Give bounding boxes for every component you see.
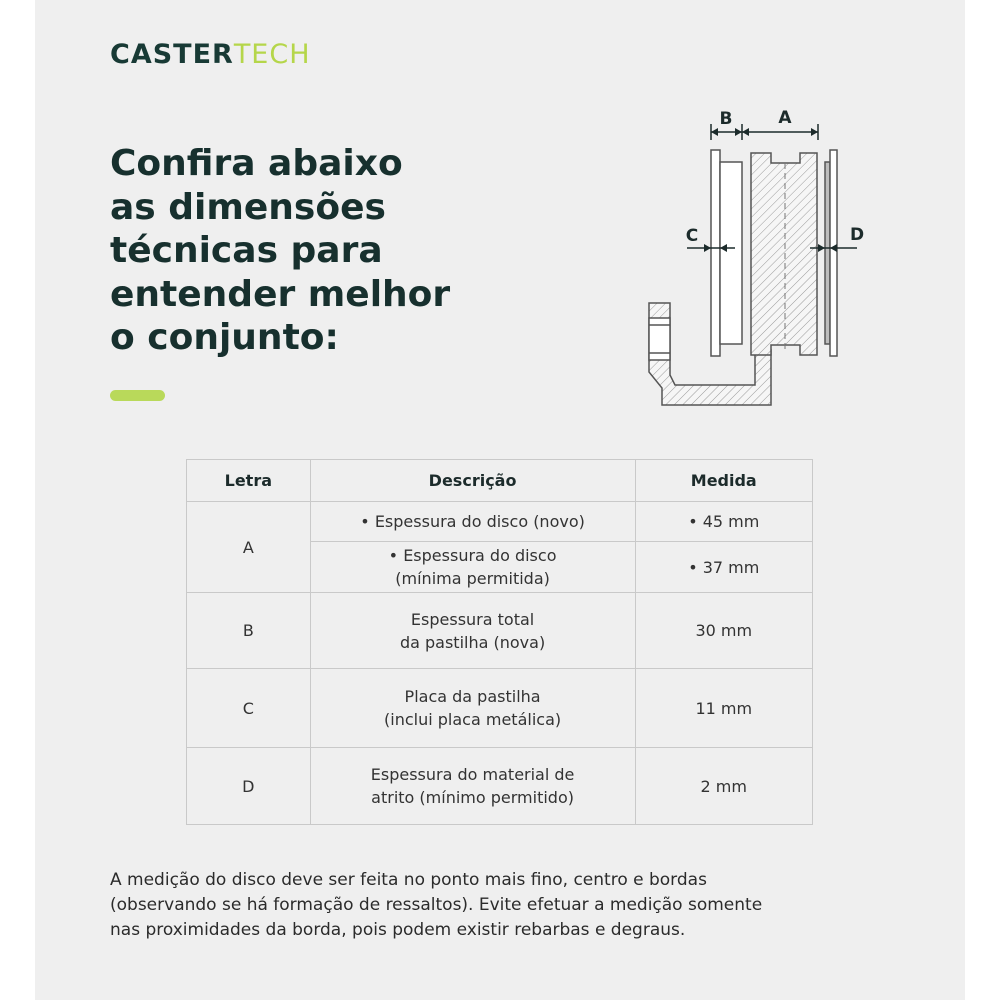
cell-letter: B <box>187 593 311 669</box>
header-measure: Medida <box>635 460 812 502</box>
measurement-note <box>110 868 890 943</box>
description-line: Espessura do material de <box>370 765 575 784</box>
table-row <box>187 593 813 669</box>
brake-disc <box>751 153 817 355</box>
description-line: da pastilha (nova) <box>399 632 546 652</box>
description-line: Placa da pastilha <box>404 687 541 706</box>
table-row <box>187 502 813 542</box>
note-line: nas proximidades da borda, pois podem existir rebarbas e degraus. <box>110 920 686 940</box>
title-line: as dimensões <box>110 186 386 228</box>
description-line: atrito (mínimo permitido) <box>371 788 574 807</box>
cell-description <box>310 593 635 669</box>
description-line: Espessura total <box>410 609 535 629</box>
description-line: • Espessura do disco <box>388 546 557 565</box>
cell-measure: 30 mm <box>635 593 812 669</box>
cell-description: • Espessura do disco (novo) <box>310 502 635 542</box>
brake-pad-right <box>825 150 837 356</box>
page-title <box>110 142 550 360</box>
cell-letter: D <box>187 748 311 825</box>
note-line: A medição do disco deve ser feita no ponto mais fino, centro e bordas <box>110 870 707 890</box>
title-line: Confira abaixo <box>110 143 403 184</box>
title-line: o conjunto: <box>110 317 339 358</box>
dimension-label-a: A <box>778 108 792 128</box>
cell-description <box>310 542 635 593</box>
header-letter: Letra <box>187 460 311 502</box>
description-line: (mínima permitida) <box>395 569 550 588</box>
cell-measure: • 37 mm <box>635 542 812 593</box>
content-card <box>35 0 965 1000</box>
title-line: técnicas para <box>110 230 383 271</box>
dimension-label-b: B <box>719 109 733 129</box>
cell-description <box>310 669 635 748</box>
brake-assembly-diagram <box>605 100 875 410</box>
specifications-table <box>186 459 813 825</box>
dimension-label-c: C <box>685 226 699 246</box>
cell-measure: • 45 mm <box>635 502 812 542</box>
dimension-label-d: D <box>849 225 865 245</box>
accent-bar <box>110 390 165 401</box>
cell-measure: 2 mm <box>635 748 812 825</box>
cell-measure: 11 mm <box>635 669 812 748</box>
brand-logo <box>110 38 311 72</box>
cell-letter: C <box>187 669 311 748</box>
cell-letter: A <box>187 502 311 593</box>
title-line: entender melhor <box>110 273 451 315</box>
note-line: (observando se há formação de ressaltos). Evite efetuar a medição somente <box>110 895 763 915</box>
description-line: (inclui placa metálica) <box>384 710 562 729</box>
brand-logo-part2: TECH <box>233 39 311 70</box>
table-row <box>187 669 813 748</box>
table-header-row <box>187 460 813 502</box>
brake-pad-left <box>711 150 742 356</box>
header-description: Descrição <box>310 460 635 502</box>
cell-description <box>310 748 635 825</box>
table-row <box>187 748 813 825</box>
brand-logo-part1: CASTER <box>110 39 234 70</box>
